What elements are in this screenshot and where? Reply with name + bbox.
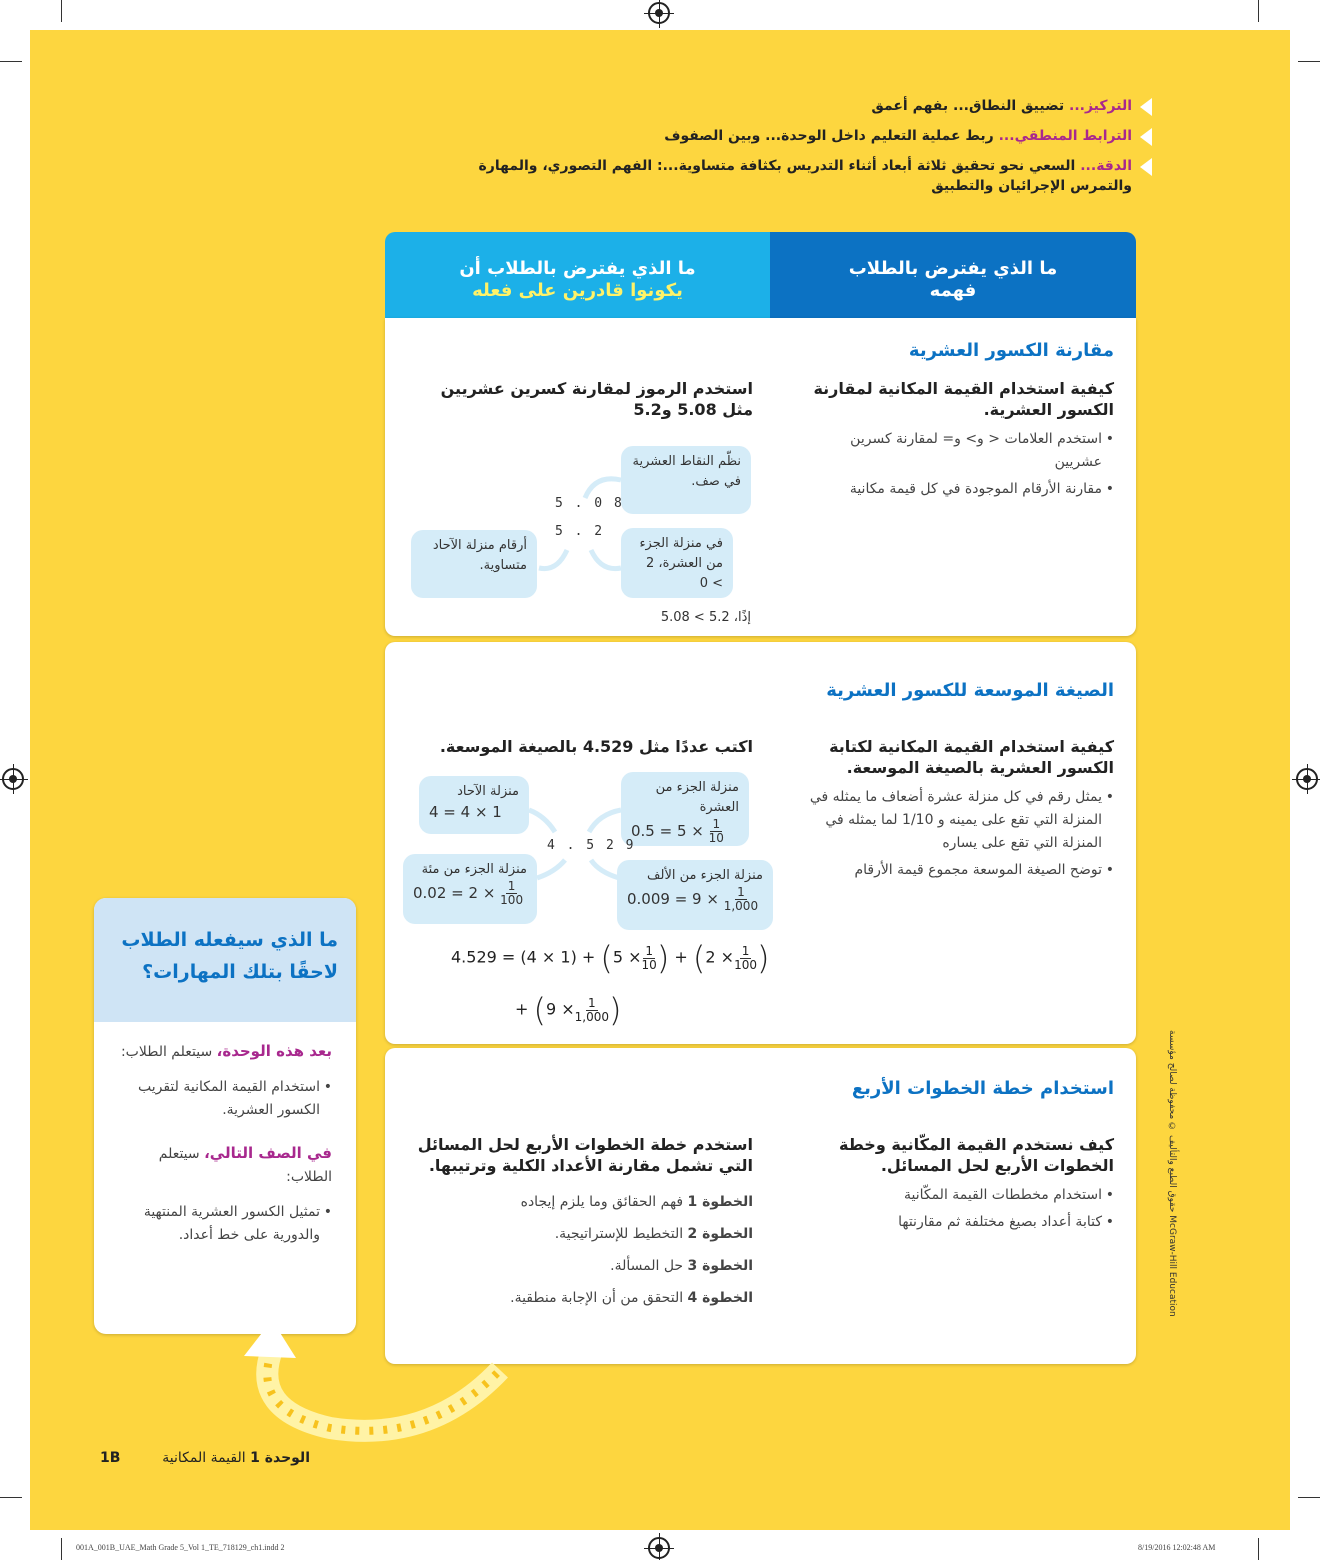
task-text: استخدم الرموز لمقارنة كسرين عشريين مثل 5.08 و5.2: [440, 379, 753, 419]
focus-bullets: [432, 96, 1152, 206]
do-column: [413, 1134, 753, 1314]
arrow: [539, 550, 567, 569]
list-item: • كتابة أعداد بصيغ مختلفة ثم مقارنتها: [804, 1211, 1114, 1234]
bullet-key: الترابط المنطقي...: [998, 128, 1132, 144]
bubble-eq: 0.009 = 9 ×: [627, 890, 719, 908]
crop-mark: [0, 1497, 22, 1498]
fraction: $\frac{1}{1,000}$: [723, 885, 759, 913]
bullet-key: التركيز...: [1069, 98, 1132, 114]
arrow: [591, 860, 619, 878]
step-item: الخطوة 2 التخطيط للإستراتيجية.: [554, 1226, 753, 1242]
copyright-side: حقوق الطبع والتأليف © محفوظة لصالح مؤسسة McGraw-Hill Education: [1167, 1030, 1177, 1317]
conclusion: إذًا، 5.2 > 5.08: [660, 610, 751, 625]
crop-mark: [61, 1538, 62, 1560]
arrow: [537, 860, 565, 878]
task-text: استخدم خطة الخطوات الأربع لحل المسائل التي تشمل مقارنة الأعداد الكلية وترتيبها.: [417, 1135, 753, 1175]
number-4529: 4 . 5 2 9: [547, 838, 636, 853]
bubble-eq: 0.5 = 5 ×: [631, 822, 704, 840]
bubble-hundredths: [403, 854, 537, 924]
registration-mark-icon: [648, 2, 670, 24]
arrow: [591, 550, 621, 569]
bullet-key: الدقة...: [1080, 158, 1132, 174]
bubble-align: نظّم النقاط العشرية في صف.: [621, 446, 751, 514]
bubble-eq: 4 = 4 × 1: [429, 803, 502, 821]
table-header: [385, 232, 1136, 318]
step-item: الخطوة 1 فهم الحقائق وما يلزم إيجاده: [520, 1194, 753, 1210]
section-title: استخدام خطة الخطوات الأربع: [851, 1078, 1114, 1099]
understand-column: [804, 736, 1114, 886]
bubble-eq: 0.02 = 2 ×: [413, 884, 496, 902]
header-line: فهمه: [929, 280, 977, 301]
fraction: $\frac{1}{100}$: [500, 879, 524, 907]
arrow: [589, 810, 621, 832]
crop-mark: [1258, 1538, 1259, 1560]
section-title: مقارنة الكسور العشرية: [908, 340, 1114, 361]
understand-question: كيفية استخدام القيمة المكانية لمقارنة الكسور العشرية.: [813, 379, 1114, 419]
section-four-step-plan: [385, 1048, 1136, 1364]
section-compare-decimals: [385, 318, 1136, 636]
understand-question: كيف نستخدم القيمة المكّانية وخطة الخطوات الأربع لحل المسائل.: [839, 1135, 1114, 1175]
bubble-tenths: [621, 772, 749, 846]
crop-mark: [1298, 61, 1320, 62]
crop-mark: [1258, 0, 1259, 22]
registration-mark-icon: [1296, 768, 1318, 790]
bubble-label: منزلة الجزء من الألف: [647, 868, 763, 883]
bullet-coherence: [432, 126, 1152, 146]
understand-question: كيفية استخدام القيمة المكانية لكتابة الكسور العشرية بالصيغة الموسعة.: [829, 737, 1114, 777]
later-body: بعد هذه الوحدة، سيتعلم الطلاب: • استخدام القيمة المكانية لتقريب الكسور العشرية. في الصف التالي، سيتعلم الطلاب: • تمثيل الكسور العشرية المنتهية والدورية على خط أعداد.: [94, 1022, 356, 1247]
steps-list: [413, 1186, 753, 1314]
later-box: [94, 898, 356, 1334]
arrow: [529, 810, 555, 832]
list-item: • تمثيل الكسور العشرية المنتهية والدورية على خط أعداد.: [120, 1201, 332, 1247]
slug-date: 8/19/2016 12:02:48 AM: [1138, 1543, 1216, 1552]
decimal-52: 5 . 2: [555, 524, 605, 539]
bubble-label: منزلة الجزء من العشرة: [655, 780, 739, 815]
bubble-tenths: في منزلة الجزء من العشرة، 2 > 0: [621, 528, 733, 598]
header-line: ما الذي يفترض بالطلاب أن: [459, 258, 696, 279]
bullet-rigor: [432, 156, 1152, 196]
step-item: الخطوة 3 حل المسألة.: [610, 1258, 753, 1274]
fraction: $\frac{1}{10}$: [708, 817, 724, 845]
bubble-ones: [419, 776, 529, 834]
bubble-ones: أرقام منزلة الآحاد متساوية.: [411, 530, 537, 598]
decimal-508: 5 . 0 8: [555, 496, 624, 511]
do-column: [413, 378, 753, 420]
bubble-thousandths: [617, 860, 773, 930]
understand-column: [804, 1134, 1114, 1238]
understand-column: [804, 378, 1114, 505]
arrows: [535, 468, 625, 578]
list-item: • مقارنة الأرقام الموجودة في كل قيمة مكانية: [804, 478, 1114, 501]
header-understand: [770, 232, 1136, 318]
crop-mark: [1298, 1497, 1320, 1498]
list-item: • توضح الصيغة الموسعة مجموع قيمة الأرقام: [804, 859, 1114, 882]
cycle-arrow-icon: [230, 1320, 520, 1450]
list-item: • استخدام مخططات القيمة المكّانية: [804, 1184, 1114, 1207]
triangle-bullet-icon: [1140, 158, 1152, 176]
bubble-label: منزلة الآحاد: [457, 784, 519, 799]
later-title: ما الذي سيفعله الطلاب لاحقًا بتلك المهارات؟: [94, 898, 356, 1022]
registration-mark-icon: [2, 768, 24, 790]
bullet-text: السعي نحو تحقيق ثلاثة أبعاد أثناء التدريس بكثافة متساوية...: الفهم التصوري، والمهارة والتمرس الإجرائيان والتطبيق: [478, 158, 1132, 194]
task-text: اكتب عددًا مثل 4.529 بالصيغة الموسعة.: [439, 737, 753, 756]
page-number: 1B: [100, 1450, 121, 1466]
list-item: • يمثل رقم في كل منزلة عشرة أضعاف ما يمثله في المنزلة التي تقع على يمينه و 1/10 لما يمثله في المنزلة التي تقع على يساره: [804, 786, 1114, 855]
page-footer: 1B الوحدة 1 القيمة المكانية: [100, 1450, 310, 1466]
expanded-equation-line1: 4.529 = (4 × 1) + (5 × $\frac{1}{10}$ ) + (2 × $\frac{1}{100}$ ): [451, 939, 770, 977]
triangle-bullet-icon: [1140, 98, 1152, 116]
header-line: ما الذي يفترض بالطلاب: [848, 258, 1058, 279]
crop-mark: [61, 0, 62, 22]
crop-mark: [0, 61, 22, 62]
bubble-label: منزلة الجزء من مئة: [421, 862, 527, 877]
triangle-bullet-icon: [1140, 128, 1152, 146]
bullet-text: تضييق النطاق... بفهم أعمق: [871, 98, 1069, 114]
bullet-focus: [432, 96, 1152, 116]
section-expanded-form: [385, 642, 1136, 1044]
do-column: [413, 736, 753, 757]
slug-file: 001A_001B_UAE_Math Grade 5_Vol 1_TE_718129_ch1.indd 2: [76, 1543, 285, 1552]
step-item: الخطوة 4 التحقق من أن الإجابة منطقية.: [510, 1290, 753, 1306]
list-item: • استخدم العلامات < و> و= لمقارنة كسرين عشريين: [804, 428, 1114, 474]
section-title: الصيغة الموسعة للكسور العشرية: [826, 680, 1114, 701]
header-do: [385, 232, 770, 318]
expanded-equation-line2: + (9 × $\frac{1}{1,000}$ ): [515, 991, 622, 1029]
header-line: يكونوا قادرين على فعله: [472, 280, 683, 301]
bullet-text: ربط عملية التعليم داخل الوحدة... وبين الصفوف: [664, 128, 999, 144]
list-item: • استخدام القيمة المكانية لتقريب الكسور العشرية.: [120, 1076, 332, 1122]
registration-mark-icon: [648, 1537, 670, 1559]
